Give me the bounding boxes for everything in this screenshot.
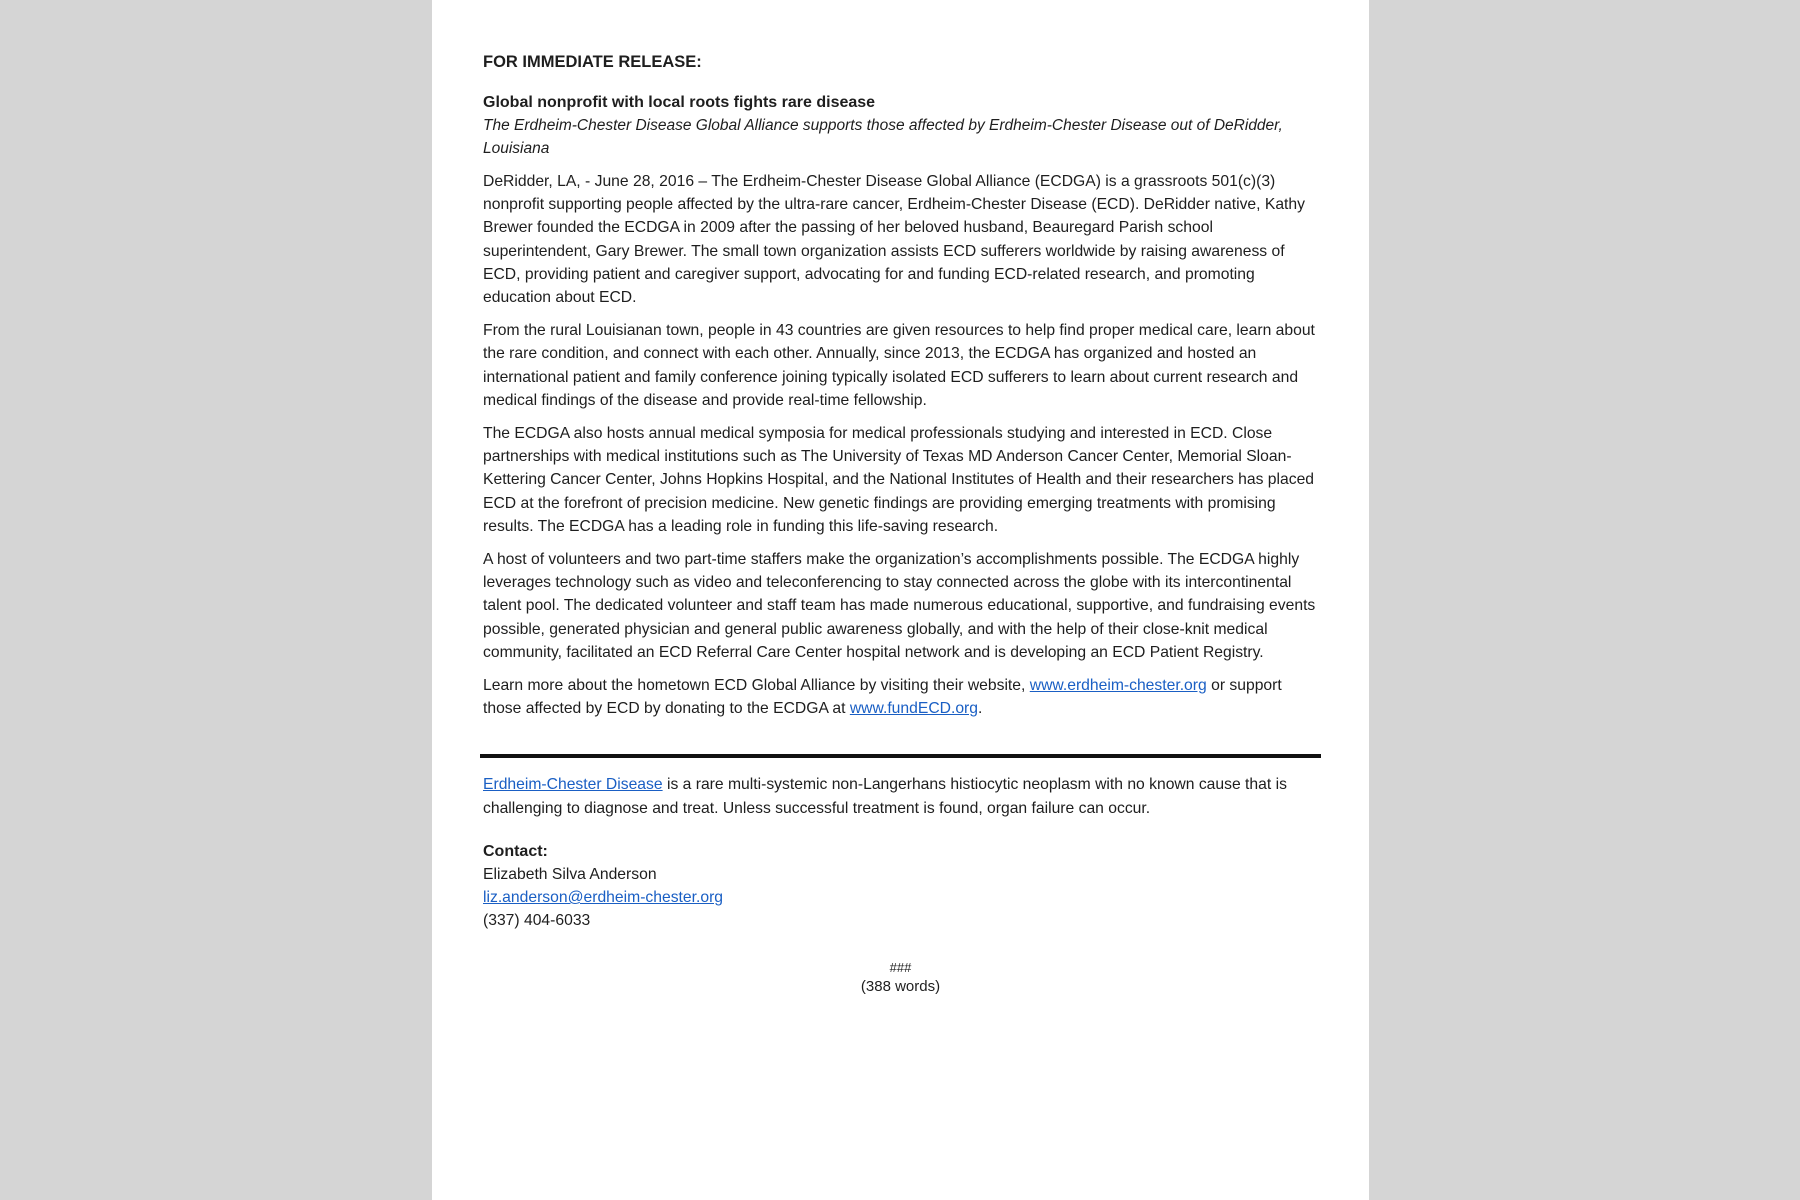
website-link[interactable]: www.erdheim-chester.org [1029, 677, 1207, 695]
learn-more-text: Learn more about the hometown ECD Global Alliance by visiting their website, [483, 677, 1030, 695]
paragraph-intro: DeRidder, LA, - June 28, 2016 – The Erdheim-Chester Disease Global Alliance (ECDGA) is a grassroots 501(c)(3) nonprofit supporting people affected by the ultra-rare cancer, Erdheim-Chester Disease (ECD). DeRidder native, Kathy Brewer founded the ECDGA in 2009 after the passing of her beloved husband, Beauregard Parish school superintendent, Gary Brewer. The small town organization assists ECD sufferers worldwide by raising awareness of ECD, providing patient and caregiver support, advocating for and funding ECD-related research, and promoting education about ECD. [483, 173, 1305, 307]
document-page [432, 0, 1369, 1200]
word-count: (388 words) [860, 978, 941, 996]
section-divider [480, 754, 1321, 758]
about-ecd [483, 773, 1318, 819]
contact-email-link[interactable]: liz.anderson@erdheim-chester.org [483, 889, 724, 907]
subheadline: The Erdheim-Chester Disease Global Alliance supports those affected by Erdheim-Chester Disease out of DeRidder, Louisiana [483, 117, 1283, 157]
paragraph-reach: From the rural Louisianan town, people in 43 countries are given resources to help find proper medical care, learn about the rare condition, and connect with each other. Annually, since 2013, the ECDGA has organized and hosted an international patient and family conference joining typically isolated ECD sufferers to learn about current research and medical findings of the disease and provide real-time fellowship. [483, 322, 1315, 409]
learn-more-end-text: . [978, 700, 983, 718]
about-ecd-text: is a rare multi-systemic non-Langerhans histiocytic neoplasm with no known cause that is challenging to diagnose and treat. Unless successful treatment is found, organ failure can occur. [483, 776, 1287, 817]
press-release [483, 52, 1318, 997]
release-label: FOR IMMEDIATE RELEASE: [483, 53, 702, 71]
footer [483, 959, 1318, 997]
paragraph-volunteers: A host of volunteers and two part-time staffers make the organization’s accomplishments possible. The ECDGA highly leverages technology such as video and teleconferencing to stay connected across the globe with its intercontinental talent pool. The dedicated volunteer and staff team has made numerous educational, supportive, and fundraising events possible, generated physician and general public awareness globally, and with the help of their close-knit medical community, facilitated an ECD Referral Care Center hospital network and is developing an ECD Patient Registry. [483, 551, 1316, 661]
contact-heading: Contact: [483, 842, 548, 860]
donate-link[interactable]: www.fundECD.org [849, 700, 979, 718]
paragraph-symposia: The ECDGA also hosts annual medical symposia for medical professionals studying and interested in ECD. Close partnerships with medical institutions such as The University of Texas MD Anderson Cancer Center, Memorial Sloan-Kettering Cancer Center, Johns Hopkins Hospital, and the National Institutes of Health and their researchers has placed ECD at the forefront of precision medicine. New genetic findings are providing emerging treatments with promising results. The ECDGA has a leading role in funding this life-saving research. [483, 425, 1315, 535]
contact-phone: (337) 404-6033 [483, 912, 591, 930]
ecd-link[interactable]: Erdheim-Chester Disease [483, 776, 663, 794]
contact-email-line [483, 886, 1318, 909]
contact-name: Elizabeth Silva Anderson [483, 865, 657, 883]
paragraph-learn-more [483, 674, 1318, 720]
learn-more-middle-text: or support those affected by ECD by donating to the ECDGA at [483, 677, 1282, 718]
end-mark: ### [889, 960, 912, 976]
headline: Global nonprofit with local roots fights rare disease [483, 94, 876, 111]
